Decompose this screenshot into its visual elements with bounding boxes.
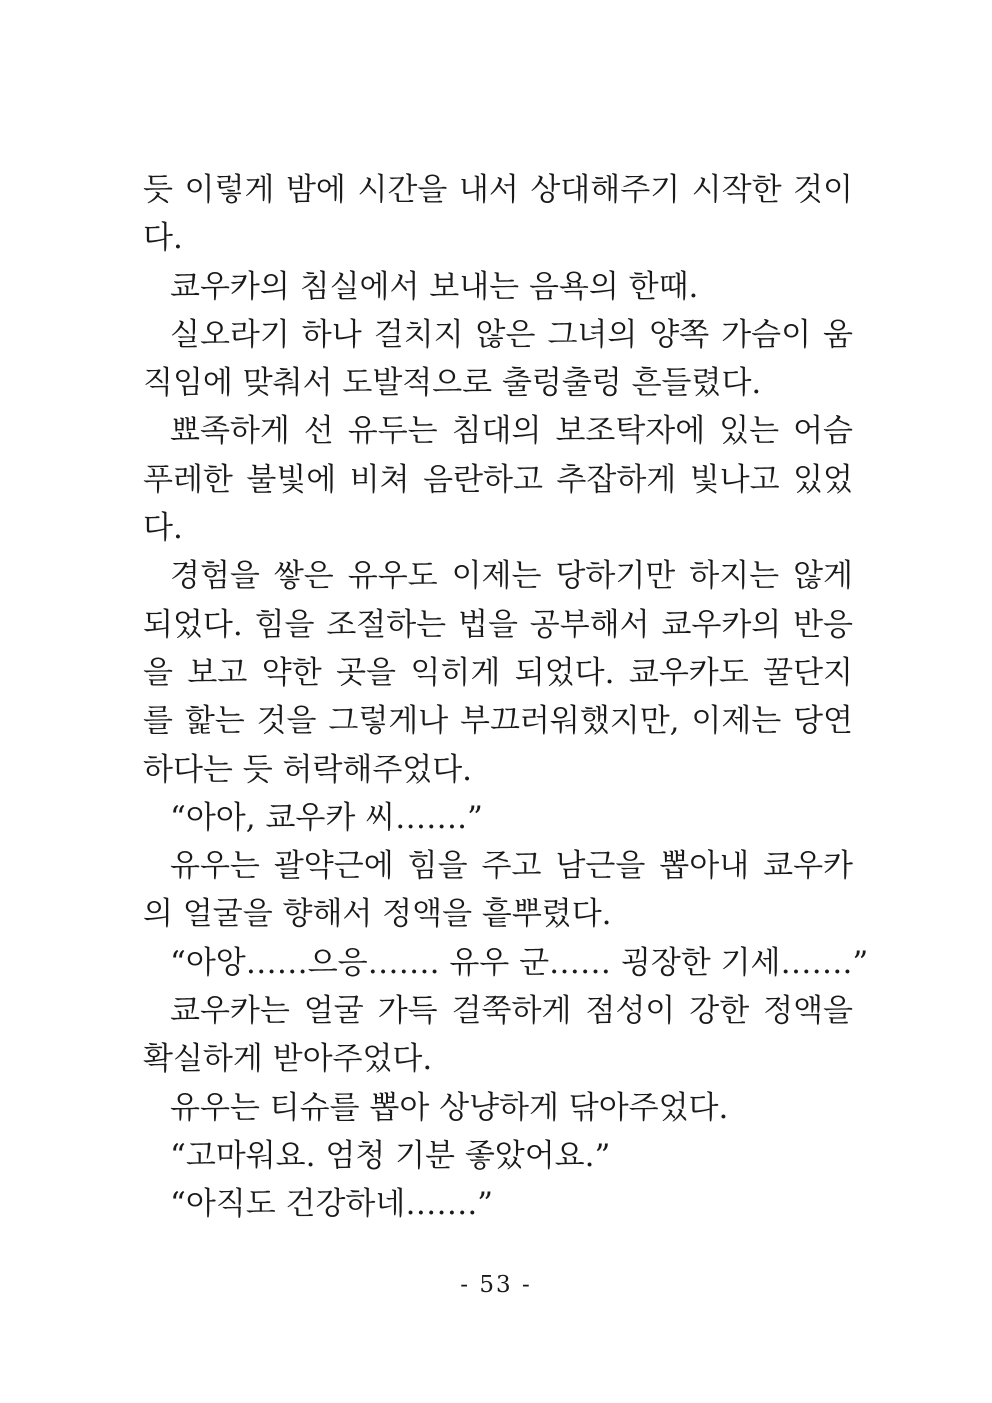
text-line: 실오라기 하나 걸치지 않은 그녀의 양쪽 가슴이 움 — [170, 316, 853, 353]
text-line: 경험을 쌓은 유우도 이제는 당하기만 하지는 않게 — [170, 558, 853, 595]
text-line: 푸레한 불빛에 비쳐 음란하고 추잡하게 빛나고 있었 — [143, 461, 853, 498]
text-line: 유우는 괄약근에 힘을 주고 남근을 뽑아내 쿄우카 — [170, 848, 853, 885]
text-line: 유우는 티슈를 뽑아 상냥하게 닦아주었다. — [170, 1089, 729, 1126]
dialogue-line: “아앙……으응……. 유우 군…… 굉장한 기세…….” — [170, 944, 869, 981]
text-line: 하다는 듯 허락해주었다. — [143, 751, 473, 788]
text-line: 다. — [143, 510, 183, 547]
page-body — [143, 166, 869, 1229]
dialogue-line: “아직도 건강하네…….” — [170, 1186, 494, 1223]
text-line: 쿄우카는 얼굴 가득 걸쭉하게 점성이 강한 정액을 — [170, 993, 853, 1030]
text-line: 되었다. 힘을 조절하는 법을 공부해서 쿄우카의 반응 — [143, 606, 853, 643]
text-line: 을 보고 약한 곳을 익히게 되었다. 쿄우카도 꿀단지 — [143, 654, 853, 691]
text-line: 뾰족하게 선 유두는 침대의 보조탁자에 있는 어슴 — [170, 413, 853, 450]
text-line: 다. — [143, 220, 183, 257]
text-line: 쿄우카의 침실에서 보내는 음욕의 한때. — [170, 268, 699, 305]
text-line: 듯 이렇게 밤에 시간을 내서 상대해주기 시작한 것이 — [143, 172, 853, 208]
text-line: 의 얼굴을 향해서 정액을 흩뿌렸다. — [143, 896, 612, 933]
dialogue-line: “아아, 쿄우카 씨…….” — [170, 799, 483, 836]
dialogue-line: “고마워요. 엄청 기분 좋았어요.” — [170, 1137, 611, 1174]
text-line: 를 핥는 것을 그렇게나 부끄러워했지만, 이제는 당연 — [143, 703, 853, 740]
page-number: - 53 - — [460, 1272, 532, 1298]
text-line: 확실하게 받아주었다. — [143, 1041, 433, 1078]
text-line: 직임에 맞춰서 도발적으로 출렁출렁 흔들렸다. — [143, 365, 762, 402]
